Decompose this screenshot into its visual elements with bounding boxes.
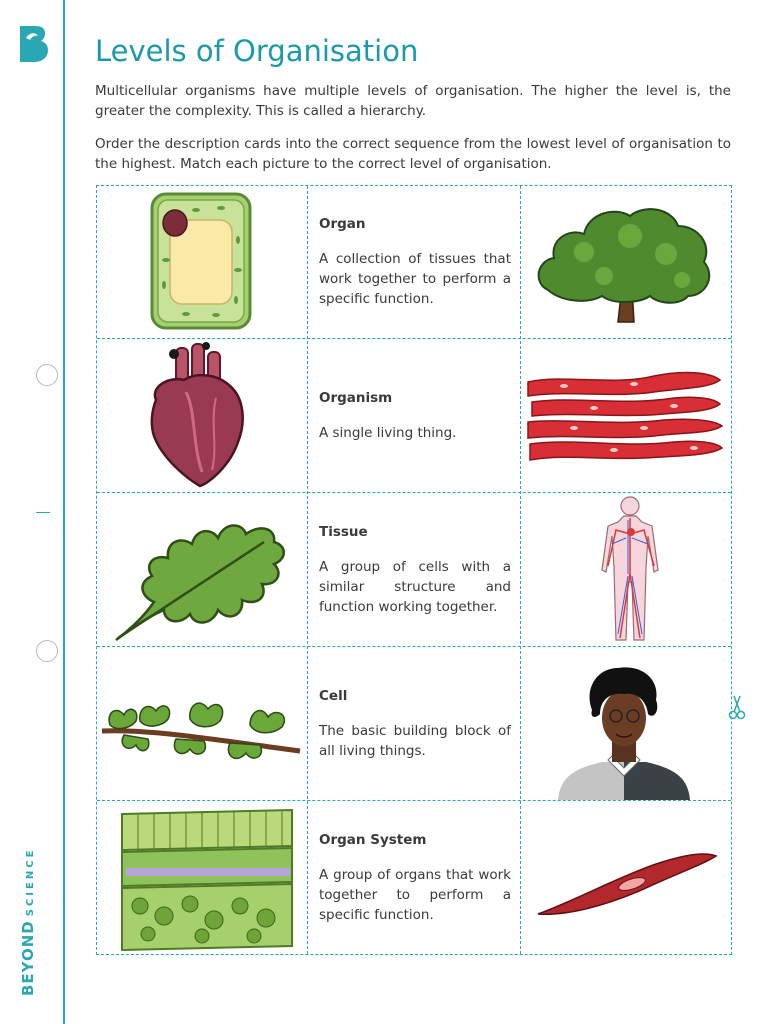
branch-icon[interactable] bbox=[100, 695, 302, 769]
margin-line bbox=[63, 0, 65, 1024]
card-text: A group of organs that work together to perform a specific function. bbox=[319, 867, 511, 923]
card-cell[interactable] bbox=[319, 688, 511, 761]
card-title: Tissue bbox=[319, 524, 368, 540]
logo-icon bbox=[14, 24, 50, 64]
circulatory-system-icon[interactable] bbox=[596, 494, 664, 642]
cut-line-horizontal-1 bbox=[97, 338, 731, 339]
card-title: Organism bbox=[319, 390, 393, 406]
fold-mark bbox=[36, 512, 50, 513]
card-organism[interactable] bbox=[319, 390, 511, 443]
leaf-icon[interactable] bbox=[114, 498, 290, 644]
brand-wordmark bbox=[18, 848, 37, 996]
cut-line-vertical-1 bbox=[307, 186, 308, 954]
tree-icon[interactable] bbox=[534, 202, 714, 324]
card-tissue[interactable] bbox=[319, 524, 511, 617]
card-text: The basic building block of all living things. bbox=[319, 723, 511, 759]
card-text: A group of cells with a similar structure and function working together. bbox=[319, 559, 511, 615]
scissors-icon bbox=[728, 694, 746, 720]
cut-line-horizontal-3 bbox=[97, 646, 731, 647]
cut-line-horizontal-2 bbox=[97, 492, 731, 493]
brand-main: BEYOND bbox=[19, 920, 37, 996]
muscle-tissue-icon[interactable] bbox=[524, 366, 724, 464]
card-text: A single living thing. bbox=[319, 425, 457, 441]
muscle-cell-icon[interactable] bbox=[536, 850, 718, 920]
leaf-tissue-icon[interactable] bbox=[118, 806, 296, 952]
card-organ[interactable] bbox=[319, 216, 511, 309]
cut-line-vertical-2 bbox=[520, 186, 521, 954]
card-organ-system[interactable] bbox=[319, 832, 511, 925]
punch-hole-top bbox=[36, 364, 58, 386]
card-text: A collection of tissues that work together to perform a specific function. bbox=[319, 251, 511, 307]
page-title: Levels of Organisation bbox=[95, 34, 419, 68]
plant-cell-icon[interactable] bbox=[146, 190, 256, 332]
heart-icon[interactable] bbox=[146, 342, 250, 488]
card-title: Cell bbox=[319, 688, 348, 704]
intro-paragraph-1: Multicellular organisms have multiple levels of organisation. The higher the level is, the greater the complexity. This is called a hierarchy. bbox=[95, 83, 731, 119]
card-title: Organ System bbox=[319, 832, 427, 848]
punch-hole-bottom bbox=[36, 640, 58, 662]
brand-sub: SCIENCE bbox=[25, 847, 36, 917]
intro-paragraph-2: Order the description cards into the correct sequence from the lowest level of organisation to the highest. Match each picture to the correct level of organisation. bbox=[95, 136, 731, 172]
cut-line-horizontal-4 bbox=[97, 800, 731, 801]
card-title: Organ bbox=[319, 216, 366, 232]
person-icon[interactable] bbox=[556, 664, 692, 800]
